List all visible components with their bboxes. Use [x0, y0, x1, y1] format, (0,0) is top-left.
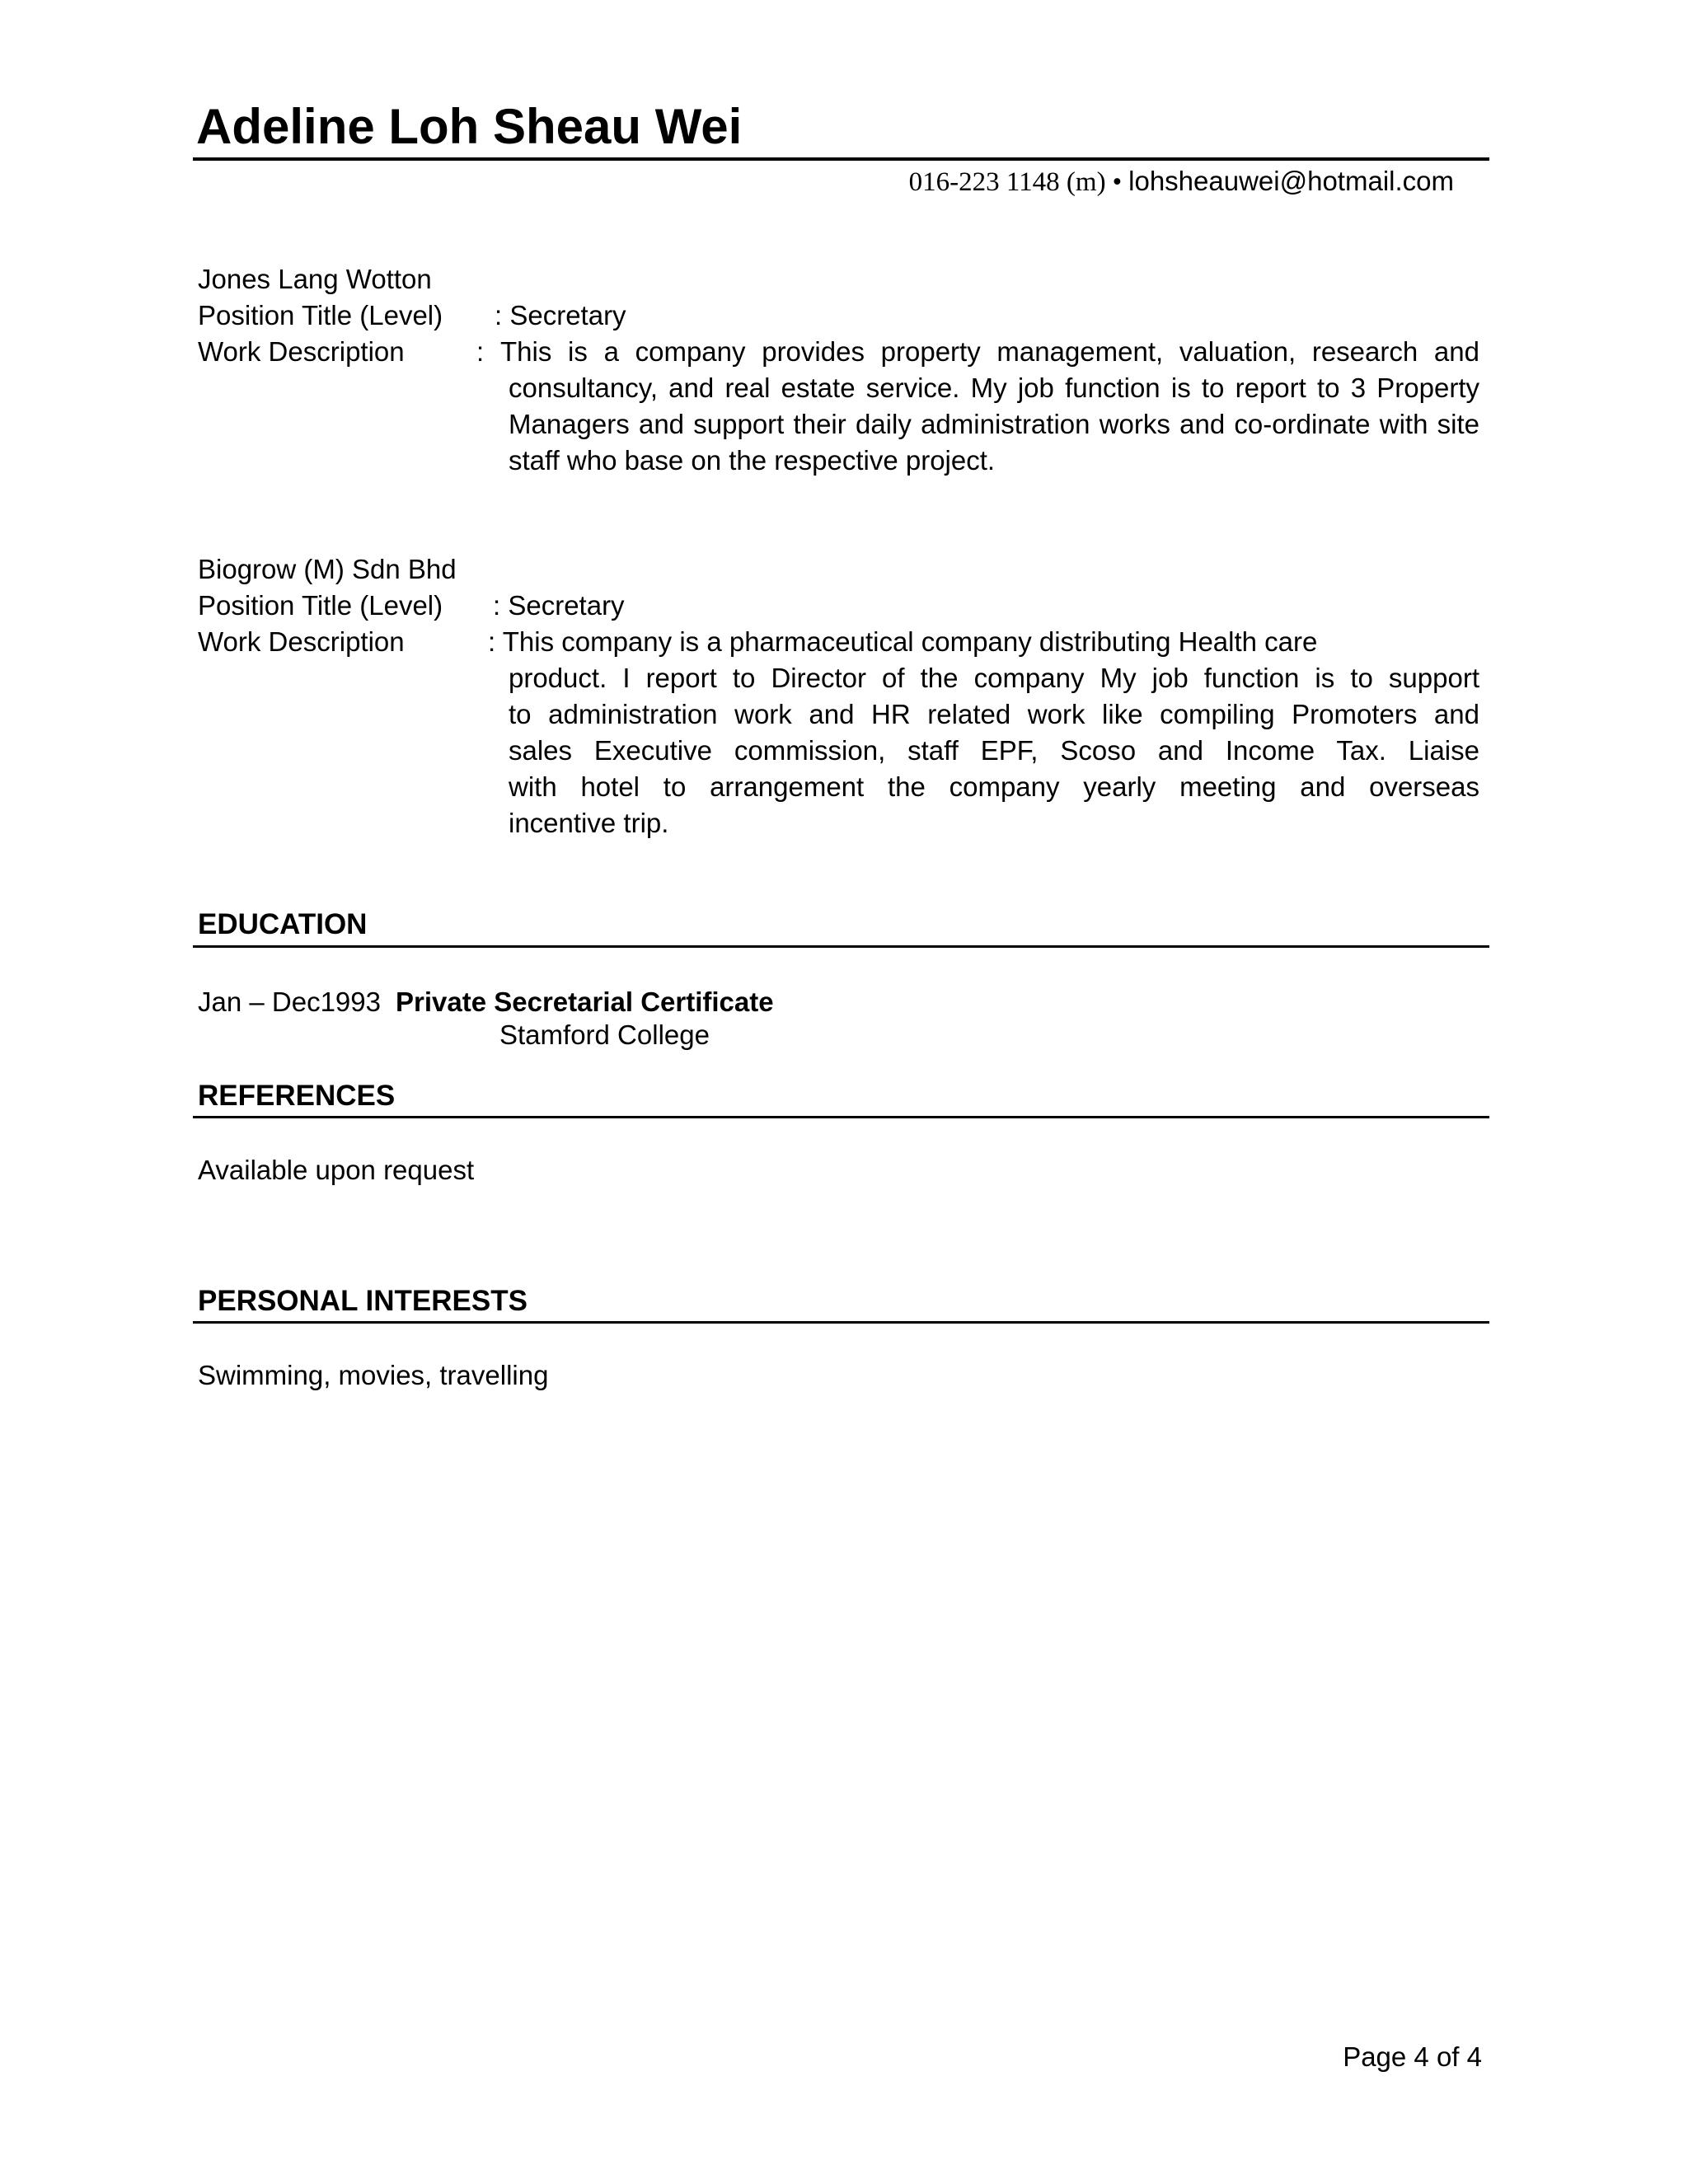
- bullet-separator: •: [1112, 167, 1123, 197]
- description-line: to administration work and HR related work like compiling Promoters and: [509, 699, 1479, 729]
- education-heading: EDUCATION: [198, 908, 368, 940]
- description-line: staff who base on the respective project.: [509, 445, 996, 476]
- position-title-value: : Secretary: [495, 300, 626, 330]
- education-school: Stamford College: [499, 1019, 710, 1050]
- references-divider: [193, 1116, 1489, 1118]
- personal-interests-divider: [193, 1321, 1489, 1324]
- references-heading: REFERENCES: [198, 1080, 396, 1112]
- work-description-text: [500, 334, 1479, 479]
- description-line: sales Executive commission, staff EPF, Scoso and Income Tax. Liaise: [509, 735, 1479, 766]
- description-line: Managers and support their daily administration works and co-ordinate with site: [509, 409, 1479, 439]
- position-title-label: Position Title (Level): [198, 300, 443, 330]
- personal-interests-heading: PERSONAL INTERESTS: [198, 1285, 528, 1317]
- candidate-name: Adeline Loh Sheau Wei: [196, 99, 743, 154]
- description-line: This is a company provides property management, valuation, research and: [500, 336, 1479, 367]
- description-line: product. I report to Director of the company My job function is to support: [509, 663, 1479, 693]
- education-date: Jan – Dec1993: [198, 987, 381, 1017]
- position-title-value: : Secretary: [493, 590, 625, 621]
- email-address: lohsheauwei@hotmail.com: [1128, 166, 1454, 196]
- header-divider: [193, 157, 1489, 161]
- contact-line: [909, 163, 1454, 200]
- education-divider: [193, 945, 1489, 948]
- work-description-text: [509, 660, 1479, 841]
- description-line: consultancy, and real estate service. My job function is to report to 3 Property: [509, 373, 1479, 403]
- company-name: Biogrow (M) Sdn Bhd: [198, 554, 457, 584]
- phone-number: 016-223 1148 (m): [908, 167, 1106, 197]
- page-number: Page 4 of 4: [1343, 2041, 1482, 2072]
- company-name: Jones Lang Wotton: [198, 264, 432, 294]
- education-certificate: Private Secretarial Certificate: [396, 987, 774, 1017]
- personal-interests-text: Swimming, movies, travelling: [198, 1360, 549, 1390]
- work-description-label: Work Description: [198, 336, 405, 367]
- work-description-first-line: : This company is a pharmaceutical company distributing Health care: [488, 626, 1318, 657]
- position-title-label: Position Title (Level): [198, 590, 443, 621]
- work-description-label: Work Description: [198, 626, 405, 657]
- description-line: with hotel to arrangement the company yearly meeting and overseas: [509, 771, 1479, 802]
- references-text: Available upon request: [198, 1155, 475, 1185]
- description-line: incentive trip.: [509, 808, 669, 838]
- work-description-colon: :: [476, 336, 485, 367]
